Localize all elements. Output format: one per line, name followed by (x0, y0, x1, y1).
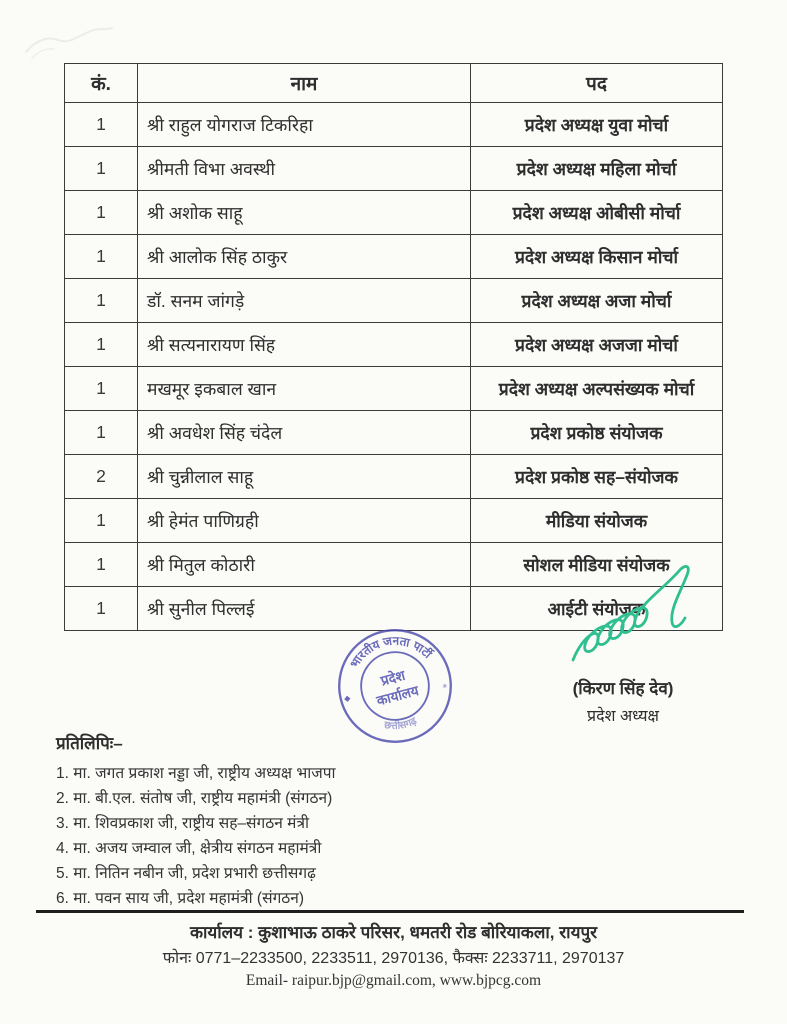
cell-post: प्रदेश प्रकोष्ठ सह–संयोजक (471, 455, 723, 499)
cell-post: प्रदेश अध्यक्ष अजजा मोर्चा (471, 323, 723, 367)
cell-post: प्रदेश अध्यक्ष अजा मोर्चा (471, 279, 723, 323)
stamp-inner-ring (357, 648, 433, 724)
header-post: पद (471, 64, 723, 103)
copies-item: 6. मा. पवन साय जी, प्रदेश महामंत्री (संगठन) (56, 890, 305, 907)
cell-post: प्रदेश अध्यक्ष अल्पसंख्यक मोर्चा (471, 367, 723, 411)
footer-email: Email- raipur.bjp@gmail.com, www.bjpcg.com (245, 972, 542, 989)
copies-item: 5. मा. नितिन नबीन जी, प्रदेश प्रभारी छत्तीसगढ़ (56, 865, 316, 882)
table-row (65, 147, 723, 191)
cell-name: श्री हेमंत पाणिग्रही (138, 499, 471, 543)
cell-serial: 1 (65, 543, 138, 587)
table-row (65, 499, 723, 543)
stamp-arc-bottom-text: छत्तीसगढ़ (383, 715, 419, 733)
stamp-right-separator-icon: ✳ (441, 682, 449, 691)
table-row (65, 367, 723, 411)
cell-post: प्रदेश अध्यक्ष ओबीसी मोर्चा (471, 191, 723, 235)
copies-item: 1. मा. जगत प्रकाश नड्डा जी, राष्ट्रीय अध्यक्ष भाजपा (56, 765, 336, 782)
cell-serial: 1 (65, 279, 138, 323)
copies-heading: प्रतिलिपिः– (56, 734, 123, 753)
cell-name: मखमूर इकबाल खान (138, 367, 471, 411)
cell-serial: 1 (65, 587, 138, 631)
header-name: नाम (138, 64, 471, 103)
cell-name: श्री आलोक सिंह ठाकुर (138, 235, 471, 279)
cell-name: श्री मितुल कोठारी (138, 543, 471, 587)
office-bearers-table (64, 63, 723, 631)
cell-name: श्री सत्यनारायण सिंह (138, 323, 471, 367)
signature-scribble (569, 563, 725, 669)
copies-section (56, 731, 616, 911)
table-row (65, 191, 723, 235)
table-header-row (65, 64, 723, 103)
cell-serial: 1 (65, 323, 138, 367)
cell-name: श्री राहुल योगराज टिकरिहा (138, 103, 471, 147)
cell-name: श्री अशोक साहू (138, 191, 471, 235)
footer-divider (36, 910, 744, 913)
cell-post: मीडिया संयोजक (471, 499, 723, 543)
cell-name: डॉ. सनम जांगड़े (138, 279, 471, 323)
table-row (65, 235, 723, 279)
footer-phone: फोनः 0771–2233500, 2233511, 2970136, फैक्सः 2233711, 2970137 (162, 950, 625, 967)
signatory-name: (किरण सिंह देव) (572, 679, 674, 698)
stamp-center-line1: प्रदेश (379, 667, 407, 689)
header-serial: कं. (65, 64, 138, 103)
cell-name: श्रीमती विभा अवस्थी (138, 147, 471, 191)
cell-post: प्रदेश अध्यक्ष युवा मोर्चा (471, 103, 723, 147)
copies-item: 3. मा. शिवप्रकाश जी, राष्ट्रीय सह–संगठन मंत्री (56, 815, 310, 832)
cell-name: श्री सुनील पिल्लई (138, 587, 471, 631)
cell-name: श्री अवधेश सिंह चंदेल (138, 411, 471, 455)
cell-name: श्री चुन्नीलाल साहू (138, 455, 471, 499)
table-row (65, 103, 723, 147)
cell-post: प्रदेश अध्यक्ष किसान मोर्चा (471, 235, 723, 279)
table-row (65, 411, 723, 455)
table-row (65, 455, 723, 499)
signatory-title: प्रदेश अध्यक्ष (587, 708, 659, 725)
cell-serial: 1 (65, 147, 138, 191)
cell-post: प्रदेश अध्यक्ष महिला मोर्चा (471, 147, 723, 191)
cell-serial: 1 (65, 411, 138, 455)
cell-serial: 1 (65, 103, 138, 147)
table-row (65, 323, 723, 367)
table-row (65, 279, 723, 323)
cell-serial: 1 (65, 191, 138, 235)
cell-serial: 1 (65, 367, 138, 411)
cell-serial: 2 (65, 455, 138, 499)
pencil-scribble-mark (18, 18, 118, 63)
copies-item: 4. मा. अजय जम्वाल जी, क्षेत्रीय संगठन महामंत्री (56, 840, 322, 857)
cell-post: प्रदेश प्रकोष्ठ संयोजक (471, 411, 723, 455)
cell-post: सोशल मीडिया संयोजक (471, 543, 723, 587)
copies-item: 2. मा. बी.एल. संतोष जी, राष्ट्रीय महामंत्री (संगठन) (56, 790, 333, 807)
cell-serial: 1 (65, 499, 138, 543)
stamp-arc-top-text: भारतीय जनता पार्टी (347, 633, 435, 671)
stamp-left-separator-icon: ◆ (343, 693, 352, 704)
footer-address: कार्यालय : कुशाभाऊ ठाकरे परिसर, धमतरी रोड बोरियाकला, रायपुर (189, 923, 598, 942)
cell-post: आईटी संयोजक (471, 587, 723, 631)
stamp-center-line2: कार्यालय (375, 682, 421, 709)
cell-serial: 1 (65, 235, 138, 279)
